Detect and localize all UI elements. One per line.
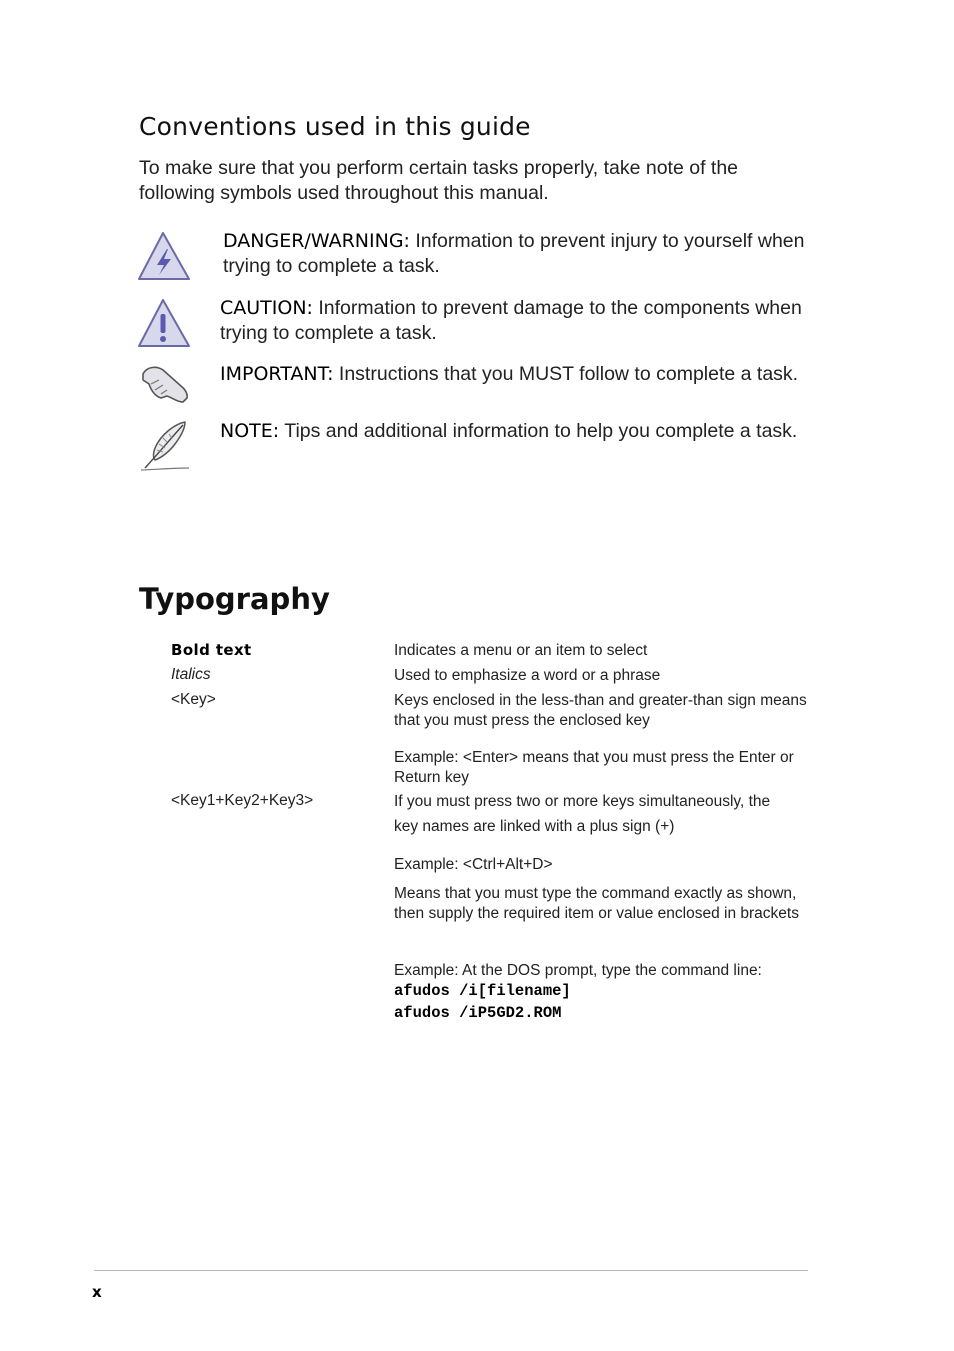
typography-desc-plus-sign: key names are linked with a plus sign (+)	[394, 818, 675, 835]
footer-rule	[94, 1270, 808, 1271]
caution-icon	[137, 296, 193, 352]
danger-warning-text: Information to prevent injury to yourself when trying to complete a task.	[223, 230, 805, 277]
caution-notice	[220, 296, 810, 346]
page-number: x	[92, 1283, 102, 1301]
note-label: NOTE:	[220, 420, 280, 442]
typography-term-italics: Italics	[171, 666, 211, 683]
typography-desc-italics: Used to emphasize a word or a phrase	[394, 667, 661, 684]
danger-warning-icon	[137, 229, 193, 285]
important-hand-icon	[137, 360, 193, 416]
typography-example-dos: Example: At the DOS prompt, type the command line:	[394, 962, 762, 979]
command-line-2: afudos /iP5GD2.ROM	[394, 1004, 562, 1022]
important-label: IMPORTANT:	[220, 363, 334, 385]
typography-desc-key-combo: If you must press two or more keys simultaneously, the	[394, 793, 771, 810]
note-notice	[220, 419, 810, 444]
command-line-1: afudos /i[filename]	[394, 982, 571, 1000]
important-text: Instructions that you MUST follow to complete a task.	[338, 363, 799, 385]
conventions-heading: Conventions used in this guide	[139, 112, 531, 141]
important-notice	[220, 362, 810, 387]
note-text: Tips and additional information to help you complete a task.	[284, 420, 798, 442]
typography-example-ctrl-alt-d: Example: <Ctrl+Alt+D>	[394, 856, 553, 873]
typography-term-key-combo: <Key1+Key2+Key3>	[171, 792, 314, 809]
caution-text: Information to prevent damage to the components when trying to complete a task.	[220, 297, 802, 344]
typography-desc-key: Keys enclosed in the less-than and greater-than sign means that you must press the enclosed key	[394, 692, 807, 729]
typography-heading: Typography	[139, 582, 330, 616]
typography-desc-bold: Indicates a menu or an item to select	[394, 642, 648, 659]
danger-warning-notice	[223, 229, 813, 279]
typography-term-bold: Bold text	[171, 641, 252, 659]
conventions-intro: To make sure that you perform certain tasks properly, take note of the following symbols used throughout this manual.	[139, 157, 739, 204]
danger-warning-label: DANGER/WARNING:	[223, 230, 410, 252]
typography-example-enter: Example: <Enter> means that you must press the Enter or Return key	[394, 749, 794, 786]
typography-desc-command: Means that you must type the command exactly as shown, then supply the required item or value enclosed in brackets	[394, 885, 799, 922]
typography-term-key: <Key>	[171, 691, 216, 708]
note-feather-icon	[137, 418, 193, 474]
caution-label: CAUTION:	[220, 297, 313, 319]
